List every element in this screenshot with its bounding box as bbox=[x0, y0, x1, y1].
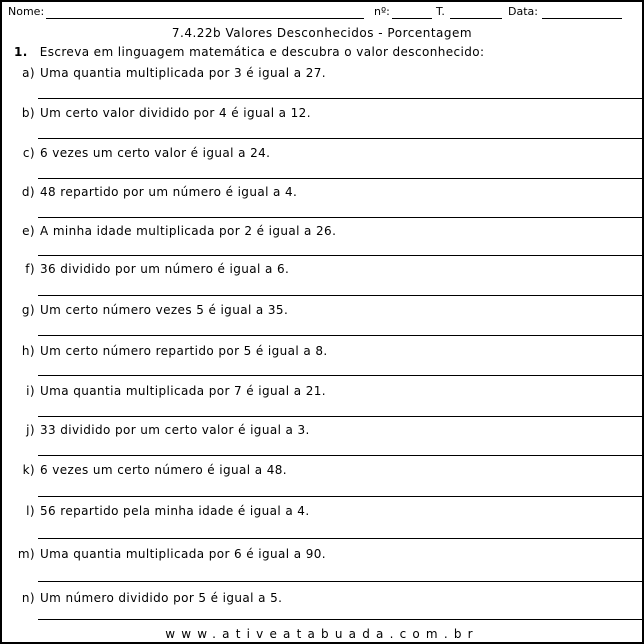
answer-line[interactable] bbox=[38, 375, 642, 376]
name-field-line[interactable] bbox=[46, 18, 364, 19]
answer-line[interactable] bbox=[38, 581, 642, 582]
problem-letter: c) bbox=[22, 146, 35, 160]
problem-letter: f) bbox=[25, 262, 35, 276]
date-field-line[interactable] bbox=[542, 18, 622, 19]
number-field-line[interactable] bbox=[392, 18, 432, 19]
problem-text: Uma quantia multiplicada por 7 é igual a 21. bbox=[40, 384, 326, 398]
problem-letter: d) bbox=[21, 185, 35, 199]
question-number: 1. bbox=[14, 45, 28, 59]
problem-text: Uma quantia multiplicada por 3 é igual a 27. bbox=[40, 66, 326, 80]
problem-text: 6 vezes um certo número é igual a 48. bbox=[40, 463, 287, 477]
answer-line[interactable] bbox=[38, 255, 642, 256]
problem-text: Um certo número vezes 5 é igual a 35. bbox=[40, 303, 289, 317]
problem-letter: k) bbox=[22, 463, 35, 477]
problem-text: 56 repartido pela minha idade é igual a 4. bbox=[40, 504, 310, 518]
answer-line[interactable] bbox=[38, 217, 642, 218]
problem-text: Um certo número repartido por 5 é igual a 8. bbox=[40, 344, 328, 358]
problem-letter: l) bbox=[26, 504, 35, 518]
problem-letter: j) bbox=[26, 423, 35, 437]
instruction bbox=[14, 45, 484, 59]
answer-line[interactable] bbox=[38, 138, 642, 139]
class-label: T. bbox=[436, 5, 445, 18]
problem-text: 6 vezes um certo valor é igual a 24. bbox=[40, 146, 271, 160]
answer-line[interactable] bbox=[38, 455, 642, 456]
problem-text: 33 dividido por um certo valor é igual a 3. bbox=[40, 423, 310, 437]
worksheet-title: 7.4.22b Valores Desconhecidos - Porcentagem bbox=[171, 26, 473, 40]
footer-website: www.ativeatabuada.com.br bbox=[165, 627, 479, 641]
problem-letter: g) bbox=[21, 303, 35, 317]
number-label: nº: bbox=[374, 5, 390, 18]
problem-text: Um número dividido por 5 é igual a 5. bbox=[40, 591, 283, 605]
answer-line[interactable] bbox=[38, 496, 642, 497]
name-label: Nome: bbox=[8, 5, 45, 18]
answer-line[interactable] bbox=[38, 178, 642, 179]
problem-letter: h) bbox=[21, 344, 35, 358]
problem-letter: n) bbox=[21, 591, 35, 605]
answer-line[interactable] bbox=[38, 619, 642, 620]
problem-text: Um certo valor dividido por 4 é igual a 12. bbox=[40, 106, 311, 120]
answer-line[interactable] bbox=[38, 538, 642, 539]
date-label: Data: bbox=[508, 5, 538, 18]
problem-text: 48 repartido por um número é igual a 4. bbox=[40, 185, 298, 199]
answer-line[interactable] bbox=[38, 416, 642, 417]
problem-letter: a) bbox=[22, 66, 35, 80]
problem-letter: e) bbox=[22, 224, 35, 238]
answer-line[interactable] bbox=[38, 295, 642, 296]
problem-letter: m) bbox=[17, 547, 35, 561]
problem-letter: b) bbox=[21, 106, 35, 120]
class-field-line[interactable] bbox=[450, 18, 502, 19]
problem-text: Uma quantia multiplicada por 6 é igual a 90. bbox=[40, 547, 326, 561]
problem-text: 36 dividido por um número é igual a 6. bbox=[40, 262, 290, 276]
answer-line[interactable] bbox=[38, 98, 642, 99]
problem-text: A minha idade multiplicada por 2 é igual a 26. bbox=[40, 224, 337, 238]
answer-line[interactable] bbox=[38, 335, 642, 336]
problem-letter: i) bbox=[26, 384, 35, 398]
student-header bbox=[8, 4, 636, 20]
instruction-text: Escreva em linguagem matemática e descubra o valor desconhecido: bbox=[39, 45, 485, 59]
